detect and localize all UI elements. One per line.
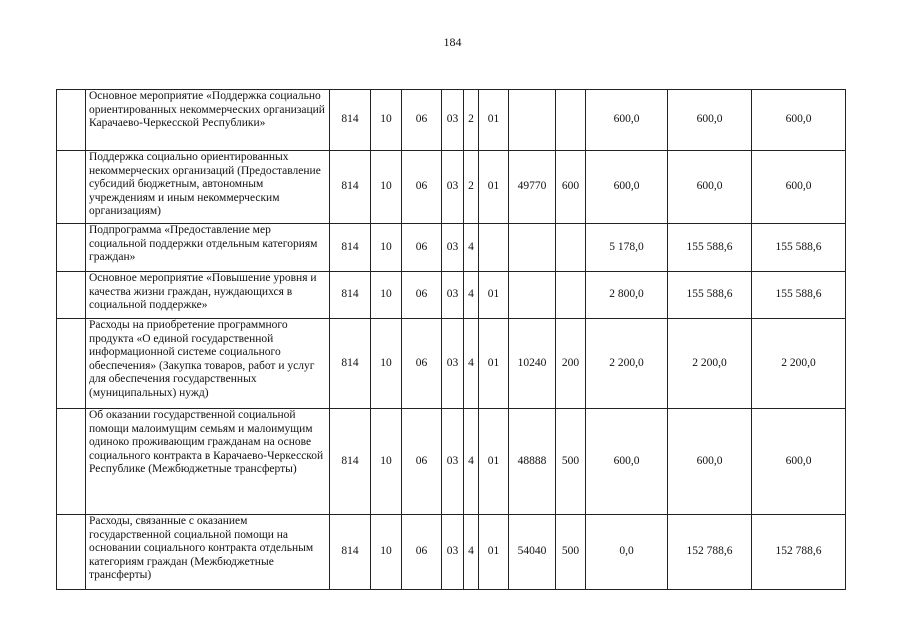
expense-type-code	[556, 90, 586, 151]
ved-code: 814	[330, 151, 371, 224]
blank-cell	[57, 409, 86, 515]
subsection-code: 06	[402, 319, 442, 409]
section-code: 10	[371, 272, 402, 319]
event-code: 01	[479, 515, 509, 590]
amount-year-1: 2 800,0	[586, 272, 668, 319]
program-code: 03	[442, 272, 464, 319]
table-row	[57, 151, 846, 224]
subprogram-code: 2	[464, 90, 479, 151]
direction-code	[509, 224, 556, 272]
subsection-code: 06	[402, 224, 442, 272]
direction-code: 10240	[509, 319, 556, 409]
amount-year-2: 152 788,6	[668, 515, 752, 590]
program-code: 03	[442, 90, 464, 151]
direction-code: 54040	[509, 515, 556, 590]
program-code: 03	[442, 515, 464, 590]
row-name: Поддержка социально ориентированных некоммерческих организаций (Предоставление субсидий бюджетным, автономным учреждениям и иным некоммерческим организациям)	[86, 151, 330, 224]
table-row	[57, 515, 846, 590]
ved-code: 814	[330, 90, 371, 151]
event-code: 01	[479, 272, 509, 319]
table-row	[57, 272, 846, 319]
amount-year-1: 600,0	[586, 409, 668, 515]
ved-code: 814	[330, 515, 371, 590]
amount-year-3: 600,0	[752, 151, 846, 224]
amount-year-1: 600,0	[586, 151, 668, 224]
amount-year-3: 600,0	[752, 90, 846, 151]
event-code: 01	[479, 319, 509, 409]
row-name: Основное мероприятие «Повышение уровня и качества жизни граждан, нуждающихся в социальной поддержке»	[86, 272, 330, 319]
amount-year-1: 600,0	[586, 90, 668, 151]
amount-year-3: 155 588,6	[752, 224, 846, 272]
amount-year-3: 155 588,6	[752, 272, 846, 319]
expense-type-code: 500	[556, 515, 586, 590]
budget-table	[56, 89, 846, 590]
amount-year-3: 600,0	[752, 409, 846, 515]
page-number: 184	[443, 35, 462, 49]
table-row	[57, 224, 846, 272]
program-code: 03	[442, 409, 464, 515]
amount-year-2: 2 200,0	[668, 319, 752, 409]
event-code: 01	[479, 409, 509, 515]
expense-type-code: 600	[556, 151, 586, 224]
direction-code	[509, 90, 556, 151]
subsection-code: 06	[402, 151, 442, 224]
blank-cell	[57, 272, 86, 319]
row-name: Подпрограмма «Предоставление мер социальной поддержки отдельным категориям граждан»	[86, 224, 330, 272]
amount-year-1: 2 200,0	[586, 319, 668, 409]
amount-year-2: 600,0	[668, 90, 752, 151]
subprogram-code: 4	[464, 224, 479, 272]
section-code: 10	[371, 151, 402, 224]
expense-type-code	[556, 272, 586, 319]
amount-year-2: 600,0	[668, 409, 752, 515]
table-row	[57, 409, 846, 515]
subprogram-code: 4	[464, 515, 479, 590]
blank-cell	[57, 90, 86, 151]
amount-year-3: 152 788,6	[752, 515, 846, 590]
blank-cell	[57, 515, 86, 590]
ved-code: 814	[330, 319, 371, 409]
section-code: 10	[371, 319, 402, 409]
section-code: 10	[371, 90, 402, 151]
ved-code: 814	[330, 409, 371, 515]
subprogram-code: 4	[464, 409, 479, 515]
program-code: 03	[442, 151, 464, 224]
amount-year-1: 5 178,0	[586, 224, 668, 272]
amount-year-2: 155 588,6	[668, 224, 752, 272]
section-code: 10	[371, 515, 402, 590]
table-row	[57, 319, 846, 409]
table-row	[57, 90, 846, 151]
blank-cell	[57, 224, 86, 272]
row-name: Об оказании государственной социальной помощи малоимущим семьям и малоимущим одиноко проживающим гражданам на основе социального контракта в Карачаево-Черкесской Республике (Межбюджетные трансферты)	[86, 409, 330, 515]
event-code	[479, 224, 509, 272]
blank-cell	[57, 151, 86, 224]
subsection-code: 06	[402, 272, 442, 319]
ved-code: 814	[330, 224, 371, 272]
section-code: 10	[371, 409, 402, 515]
expense-type-code	[556, 224, 586, 272]
expense-type-code: 500	[556, 409, 586, 515]
budget-table-body	[57, 90, 846, 590]
subsection-code: 06	[402, 515, 442, 590]
event-code: 01	[479, 90, 509, 151]
program-code: 03	[442, 224, 464, 272]
subsection-code: 06	[402, 90, 442, 151]
row-name: Расходы на приобретение программного продукта «О единой государственной информационной системе социального обеспечения» (Закупка товаров, работ и услуг для обеспечения государственных (муниципальных) нужд)	[86, 319, 330, 409]
row-name: Расходы, связанные с оказанием государственной социальной помощи на основании социального контракта отдельным категориям граждан (Межбюджетные трансферты)	[86, 515, 330, 590]
blank-cell	[57, 319, 86, 409]
direction-code: 48888	[509, 409, 556, 515]
direction-code: 49770	[509, 151, 556, 224]
program-code: 03	[442, 319, 464, 409]
direction-code	[509, 272, 556, 319]
subprogram-code: 4	[464, 272, 479, 319]
subprogram-code: 4	[464, 319, 479, 409]
amount-year-2: 155 588,6	[668, 272, 752, 319]
ved-code: 814	[330, 272, 371, 319]
event-code: 01	[479, 151, 509, 224]
amount-year-3: 2 200,0	[752, 319, 846, 409]
section-code: 10	[371, 224, 402, 272]
amount-year-1: 0,0	[586, 515, 668, 590]
expense-type-code: 200	[556, 319, 586, 409]
subsection-code: 06	[402, 409, 442, 515]
amount-year-2: 600,0	[668, 151, 752, 224]
row-name: Основное мероприятие «Поддержка социально ориентированных некоммерческих организаций Карачаево-Черкесской Республики»	[86, 90, 330, 151]
subprogram-code: 2	[464, 151, 479, 224]
